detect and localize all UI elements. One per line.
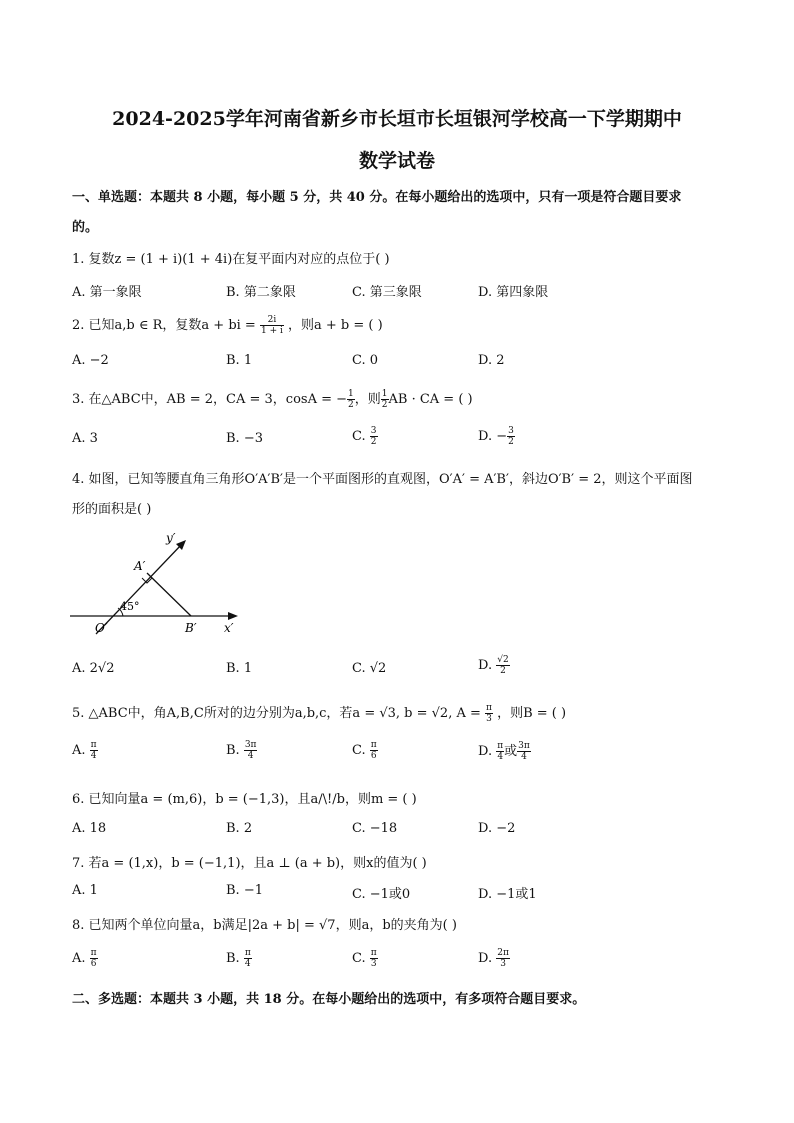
page-subtitle: 数学试卷: [358, 150, 435, 172]
q8-d-frac: [496, 948, 510, 969]
q5-frac-den: 3: [486, 714, 492, 724]
q3-stem-part-a: 3. 在△ABC中，AB = 2，CA = 3，cosA = −: [72, 392, 348, 407]
q5-c-frac: [370, 740, 378, 761]
q3-c-num: 3: [370, 426, 377, 436]
q2-fraction: [260, 315, 284, 336]
q3-stem-part-b: ，则: [354, 392, 381, 407]
q8-c-num: π: [370, 948, 377, 958]
section-heading-single-choice: 一、单选题：本题共 8 小题，每小题 5 分，共 40 分。在每小题给出的选项中，只有一项是符合题目要求: [72, 190, 682, 205]
q6-option-d: D. −2: [478, 821, 516, 836]
q4-option-d: [478, 655, 510, 676]
q1-option-c: C. 第三象限: [352, 285, 422, 300]
q8-d-den: 3: [500, 959, 506, 969]
q5-a-frac: [90, 740, 98, 761]
q5-b-num: 3π: [244, 740, 257, 750]
question-7-stem: 7. 若a = (1,x)，b = (−1,1)，且a ⊥ (a + b)，则x的值为( ): [72, 856, 427, 871]
q3-fraction-1: [347, 389, 355, 410]
q5-c-den: 6: [370, 751, 377, 761]
q4-option-d-frac: [496, 655, 509, 676]
q5-d2-num: 3π: [518, 741, 530, 751]
q3-option-a: A. 3: [72, 431, 98, 446]
q5-b-den: 4: [247, 751, 254, 761]
q8-option-a-label: A.: [72, 951, 86, 966]
q5-stem-part-b: ，则B = ( ): [497, 706, 567, 721]
q5-option-c-label: C.: [352, 743, 366, 758]
label-angle: 45°: [120, 600, 140, 613]
q7-option-c: C. −1或0: [352, 887, 411, 902]
question-4-stem-line1: 4. 如图，已知等腰直角三角形O′A′B′是一个平面图形的直观图，O′A′ = A′B′，斜边O′B′ = 2，则这个平面图: [72, 472, 693, 487]
q5-option-d-label: D.: [478, 744, 493, 759]
q2-option-a: A. −2: [72, 353, 109, 368]
q8-option-c: [352, 948, 378, 969]
q5-d2-den: 4: [521, 752, 527, 762]
question-1-stem: 1. 复数z = (1 + i)(1 + 4i)在复平面内对应的点位于( ): [72, 252, 390, 267]
q8-a-frac: [90, 948, 98, 969]
q8-d-num: 2π: [497, 948, 509, 958]
q7-option-d: D. −1或1: [478, 887, 537, 902]
label-b-prime: B′: [185, 621, 197, 635]
section-heading-multi-choice: 二、多选题：本题共 3 小题，共 18 分。在每小题给出的选项中，有多项符合题目要求。: [72, 992, 586, 1007]
page-title: 2024-2025学年河南省新乡市长垣市长垣银河学校高一下学期期中: [112, 108, 682, 130]
q5-fraction: [485, 703, 493, 724]
q4-option-a: A. 2√2: [72, 661, 115, 676]
q4-option-c: C. √2: [352, 661, 387, 676]
q8-option-d: [478, 948, 510, 969]
q2-option-c: C. 0: [352, 353, 379, 368]
question-6-stem: 6. 已知向量a = (m,6)，b = (−1,3)，且a/\!/b，则m = ( ): [72, 792, 417, 807]
q5-d2-frac: [517, 741, 531, 762]
q5-option-b-label: B.: [226, 743, 240, 758]
q4-option-b: B. 1: [226, 661, 253, 676]
q8-option-c-label: C.: [352, 951, 366, 966]
q7-option-b: B. −1: [226, 883, 263, 898]
q6-option-a: A. 18: [72, 821, 107, 836]
q5-stem-part-a: 5. △ABC中，角A,B,C所对的边分别为a,b,c，若a = √3, b = √2, A =: [72, 706, 481, 721]
q6-option-b: B. 2: [226, 821, 253, 836]
section-heading-single-choice-cont: 的。: [72, 220, 99, 235]
y-axis: [96, 544, 182, 634]
q2-stem-part-a: 2. 已知a,b ∈ R，复数a + bi =: [72, 318, 256, 333]
question-5-stem: [72, 702, 566, 724]
q5-b-frac: [244, 740, 258, 761]
q5-option-a-label: A.: [72, 743, 86, 758]
q5-d1-num: π: [497, 741, 504, 751]
question-2-stem: [72, 314, 383, 336]
q1-option-a: A. 第一象限: [72, 285, 142, 300]
q3-option-d: [478, 426, 515, 447]
q1-option-b: B. 第二象限: [226, 285, 296, 300]
q5-a-num: π: [90, 740, 97, 750]
q8-c-frac: [370, 948, 378, 969]
q8-option-d-label: D.: [478, 951, 493, 966]
q2-stem-part-b: ，则a + b = ( ): [288, 318, 383, 333]
q6-option-c: C. −18: [352, 821, 398, 836]
label-o-prime: O′: [95, 621, 108, 635]
q3-d-num: 3: [508, 426, 514, 436]
q3-frac2-num: 1: [381, 389, 388, 399]
q5-option-c: [352, 740, 378, 761]
question-3-stem: [72, 388, 473, 410]
q5-a-den: 4: [90, 751, 97, 761]
question-8-stem: 8. 已知两个单位向量a，b满足|2a + b| = √7，则a，b的夹角为( ): [72, 918, 457, 933]
q8-b-den: 4: [244, 959, 251, 969]
q5-option-d: [478, 740, 531, 762]
q4-d-num: √2: [497, 655, 509, 665]
q5-d-or: 或: [504, 744, 518, 759]
q8-b-frac: [244, 948, 252, 969]
q8-a-num: π: [90, 948, 97, 958]
q2-frac-num: 2i: [260, 315, 284, 326]
q3-stem-part-c: AB · CA = ( ): [388, 392, 473, 407]
q8-a-den: 6: [90, 959, 97, 969]
q8-option-a: [72, 948, 98, 969]
q8-c-den: 3: [370, 959, 377, 969]
q3-frac1-den: 2: [348, 400, 354, 410]
question-4-stem-line2: 形的面积是( ): [72, 502, 152, 517]
segment-a-b: [147, 573, 191, 616]
x-axis-arrow: [228, 612, 238, 620]
label-x-prime: x′: [224, 621, 234, 635]
q4-d-den: 2: [500, 666, 506, 676]
q2-frac-den: 1 + i: [260, 326, 283, 336]
q8-b-num: π: [244, 948, 251, 958]
q3-frac1-num: 1: [348, 389, 354, 399]
q5-c-num: π: [370, 740, 377, 750]
q5-option-b: [226, 740, 257, 761]
q1-option-d: D. 第四象限: [478, 285, 549, 300]
q2-option-d: D. 2: [478, 353, 505, 368]
q3-d-den: 2: [508, 437, 514, 447]
q2-option-b: B. 1: [226, 353, 253, 368]
q3-option-b: B. −3: [226, 431, 263, 446]
q3-option-c: [352, 426, 378, 447]
q4-option-d-label: D.: [478, 658, 493, 673]
label-y-prime: y′: [166, 531, 176, 545]
q3-c-den: 2: [370, 437, 377, 447]
label-a-prime: A′: [134, 559, 146, 573]
q7-option-a: A. 1: [72, 883, 98, 898]
q3-option-c-label: C.: [352, 429, 366, 444]
q3-option-c-frac: [370, 426, 378, 447]
q8-option-b: [226, 948, 252, 969]
q5-option-a: [72, 740, 98, 761]
q5-d1-den: 4: [497, 752, 504, 762]
q3-frac2-den: 2: [381, 400, 388, 410]
q3-fraction-2: [381, 389, 389, 410]
q5-frac-num: π: [486, 703, 492, 713]
q4-figure: [68, 526, 248, 642]
q8-option-b-label: B.: [226, 951, 240, 966]
q5-d1-frac: [496, 741, 504, 762]
q3-option-d-frac: [507, 426, 515, 447]
q3-option-d-label: D. −: [478, 429, 508, 444]
